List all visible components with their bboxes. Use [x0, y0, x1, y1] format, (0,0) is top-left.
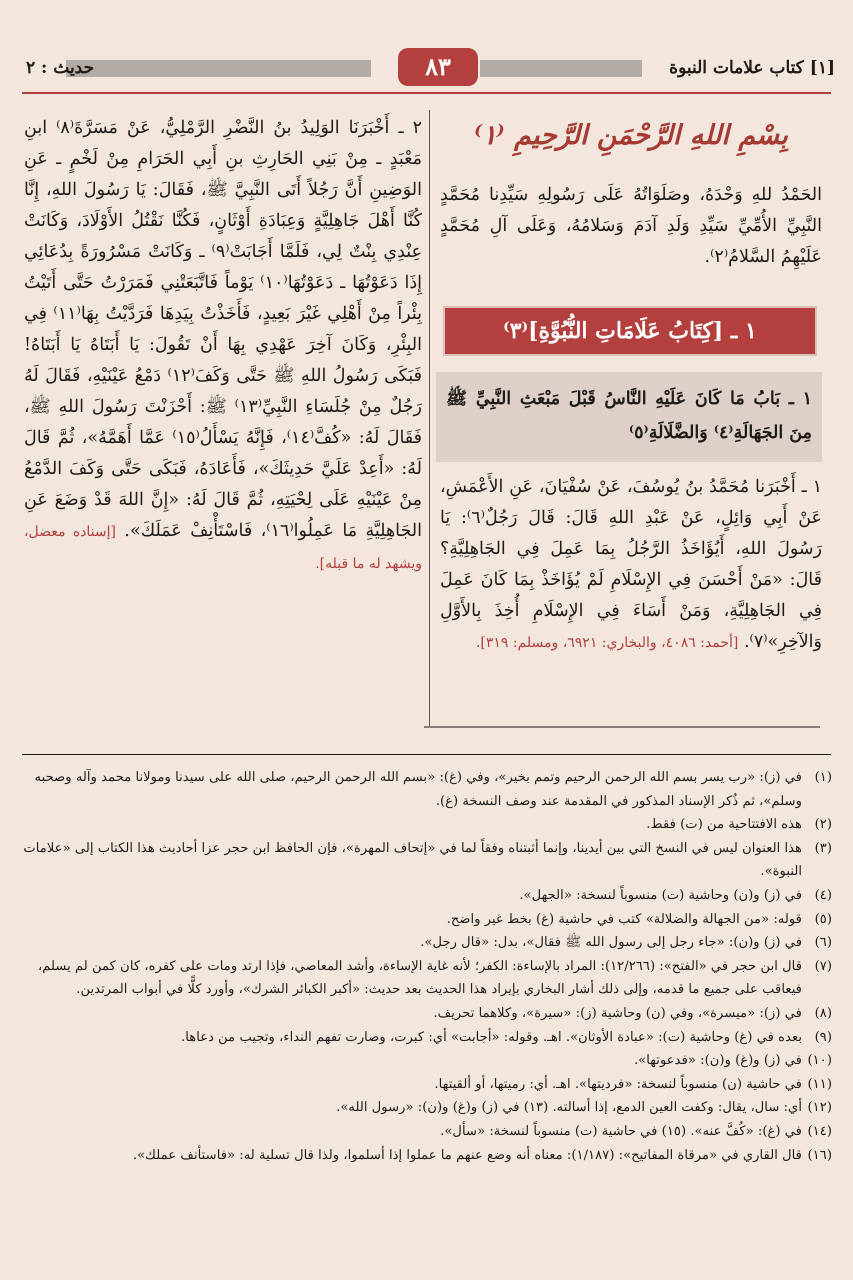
- footnote: (٤) في (ز) و(ن) وحاشية (ت) منسوباً لنسخة: «الجهل».: [519, 887, 832, 903]
- header-bar-right: [480, 60, 642, 77]
- footnote-rule: [22, 754, 831, 755]
- footnote: (١٢) أي: سال، يقال: وكفت العين الدمع، إذا أسالته. (١٣) في (ز) و(غ) و(ن): «رسول الله».: [336, 1100, 832, 1116]
- footnote: (٧) قال ابن حجر في «الفتح»: (١٢/٢٦٦): المراد بالإساءة: الكفر؛ لأنه غاية الإساءة، وأشد المعاصي، فإذا ارتد ومات على كفره، كان كمن لم يسلم، فيعاقب على جميع ما قدمه، وإلى ذلك أشار البخاري بإيراد هذا الحديث بعد حديث: «أكبر الكبائر الشرك»، وأورد كلًّا في أبواب المرتدين.: [38, 958, 832, 998]
- header-bar-left: [66, 60, 371, 77]
- footnote: (١١) في حاشية (ن) منسوباً لنسخة: «فرديتها». اهـ. أي: رميتها، أو ألقيتها.: [434, 1076, 832, 1092]
- running-header-title: [١] كتاب علامات النبوة: [669, 58, 835, 78]
- footnote: (٥) قوله: «من الجهالة والضلالة» كتب في حاشية (غ) بخط غير واضح.: [446, 911, 832, 927]
- hadith-1-body: ١ ـ أَخْبَرَنا مُحَمَّدُ بنُ يُوسُفَ، عَنْ سُفْيَانَ، عَنِ الأَعْمَشِ، عَنْ أَبِي وَائِلٍ، عَنْ عَبْدِ اللهِ قَالَ: قَالَ رَجُلٌ⁽٦⁾: يَا رَسُولَ اللهِ، أَيُؤَاخَذُ الرَّجُلُ بِمَا عَمِلَ فِي الجَاهِلِيَّةِ؟ قَالَ: «مَنْ أَحْسَنَ فِي الإِسْلَامِ لَمْ يُؤَاخَذْ بِمَا كَانَ عَمِلَ فِي الجَاهِلِيَّةِ، وَمَنْ أَسَاءَ فِي الإِسْلَامِ أُخِذَ بِالأَوَّلِ وَالآخِرِ»⁽٧⁾.: [440, 477, 822, 652]
- footnote: (٣) هذا العنوان ليس في النسخ التي بين أيدينا، وإنما أثبتناه وفقاً لما في «إتحاف المهرة»، فإن الحافظ ابن حجر عزا أحاديث هذا الكتاب إلى «علامات النبوة».: [23, 840, 832, 880]
- page-number: ٨٣: [398, 48, 478, 86]
- hadith-2-reference: [إسناده معضل، ويشهد له ما قبله].: [24, 524, 422, 572]
- footnote: (١٦) قال القاري في «مرقاة المفاتيح»: (١/١٨٧): معناه أنه وضع عنهم ما عملوا إذا أسلموا، ولذا قال تسلية له: «فاستأنف عملك».: [132, 1147, 832, 1163]
- basmala: بِسْمِ اللهِ الرَّحْمَنِ الرَّحِيمِ ⁽١⁾: [474, 120, 788, 151]
- footnote: (١٠) في (ز) و(غ) و(ن): «فدعوتها».: [633, 1053, 832, 1069]
- running-header-hadith-number: حديث : ٢: [26, 58, 95, 78]
- footnote: (٩) بعده في (غ) وحاشية (ت): «عبادة الأوثان». اهـ. وقوله: «أجابت» أي: كبرت، وصارت تفهم النداء، وتجيب من دعاها.: [181, 1029, 832, 1045]
- intro-text: الحَمْدُ للهِ وَحْدَهُ، وصَلَوَاتُهُ عَلَى رَسُولِهِ سَيِّدِنا مُحَمَّدٍ النَّبِيِّ الأُمِّيِّ سَيِّدِ وَلَدِ آدَمَ وَسَلامُهُ، وَعَلَى آلِ مُحَمَّدٍ عَلَيْهِمُ السَّلامُ⁽٢⁾.: [440, 185, 822, 267]
- footnote: (٨) في (ز): «ميسرة»، وفي (ن) وحاشية (ز): «سيرة»، وكلاهما تحريف.: [433, 1005, 832, 1021]
- chapter-title: ١ ـ [كِتَابُ عَلَامَاتِ النُّبُوَّةِ]⁽٣⁾: [443, 306, 817, 356]
- footnotes: [22, 766, 832, 1167]
- bab-title: ١ ـ بَابُ مَا كَانَ عَلَيْهِ النَّاسُ قَبْلَ مَبْعَثِ النَّبِيِّ ﷺ مِنَ الجَهَالَةِ⁽٤⁾ وَالضَّلَالَةِ⁽٥⁾: [446, 389, 812, 443]
- hadith-1-text: [440, 472, 822, 659]
- column-bottom-rule: [424, 726, 820, 728]
- footnote: (١٤) في (غ): «كُفَّ عنه». (١٥) في حاشية (ت) منسوباً لنسخة: «سأل».: [440, 1123, 832, 1139]
- header-rule: [22, 92, 831, 94]
- hadith-2-body: ٢ ـ أَخْبَرَنَا الوَلِيدُ بنُ النَّضْرِ الرَّمْلِيُّ، عَنْ مَسَرَّةَ⁽٨⁾ ابنِ مَعْبَدٍ ـ مِنْ بَنِي الحَارِثِ بنِ أَبِي الحَرَامِ مِنْ لَخْمٍ ـ عَنِ الوَضِينِ أَنَّ رَجُلاً أَتَى النَّبِيَّ ﷺ، فَقَالَ: يَا رَسُولَ اللهِ، إِنَّا كُنَّا أَهْلَ جَاهِلِيَّةٍ وَعِبَادَةِ أَوْثَانٍ، فَكُنَّا نَقْتُلُ الأَوْلَادَ، وَكَانَتْ عِنْدِي بِنْتٌ لِي، فَلَمَّا أَجَابَتْ⁽٩⁾ ـ وَكَانَتْ مَسْرُورَةً بِدُعَائِي إِذَا دَعَوْتُهَا ـ دَعَوْتُهَا⁽١٠⁾ يَوْماً فَاتَّبَعَتْنِي فَمَرَرْتُ حَتَّى أَتَيْتُ بِئْراً مِنْ أَهْلِي غَيْرَ بَعِيدٍ، فَأَخَذْتُ بِيَدِهَا فَرَدَّيْتُ بِهَا⁽١١⁾ فِي البِئْرِ، وَكَانَ آخِرَ عَهْدِي بِهَا أَنْ تَقُولَ: يَا أَبَتَاهُ يَا أَبَتَاهُ! فَبَكَى رَسُولُ اللهِ ﷺ حَتَّى وَكَفَ⁽١٢⁾ دَمْعُ عَيْنَيْهِ، فَقَالَ لَهُ رَجُلٌ مِنْ جُلَسَاءِ النَّبِيِّ⁽١٣⁾ ﷺ: أَحْزَنْتَ رَسُولَ اللهِ ﷺ، فَقَالَ لَهُ: «كُفَّ⁽١٤⁾، فَإِنَّهُ يَسْأَلُ⁽١٥⁾ عَمَّا أَهَمَّهُ»، ثُمَّ قَالَ لَهُ: «أَعِدْ عَلَيَّ حَدِيثَكَ»، فَأَعَادَهُ، فَبَكَى حَتَّى وَكَفَ الدَّمْعُ مِنْ عَيْنَيْهِ عَلَى لِحْيَتِهِ، ثُمَّ قَالَ لَهُ: «إِنَّ اللهَ قَدْ وَضَعَ عَنِ الجَاهِلِيَّةِ مَا عَمِلُوا⁽١٦⁾، فَاسْتَأْنِفْ عَمَلَكَ».: [24, 118, 423, 541]
- column-divider: [429, 110, 430, 728]
- footnote: (٦) في (ز) و(ن): «جاء رجل إلى رسول الله ﷺ فقال»، بدل: «قال رجل».: [420, 935, 832, 951]
- hadith-2-text: [24, 113, 422, 580]
- footnote: (١) في (ز): «رب يسر بسم الله الرحمن الرحيم وتمم بخير»، وفي (غ): «بسم الله الرحمن الرحيم، صلى الله على سيدنا ومولانا محمد وآله وصحبه وسلم»، ثم ذُكر الإسناد المذكور في المقدمة عند وصف النسخة (غ).: [34, 770, 832, 809]
- footnote: (٢) هذه الافتتاحية من (ت) فقط.: [646, 817, 832, 833]
- hadith-1-reference: [أحمد: ٤٠٨٦، والبخاري: ٦٩٢١، ومسلم: ٣١٩].: [475, 635, 739, 651]
